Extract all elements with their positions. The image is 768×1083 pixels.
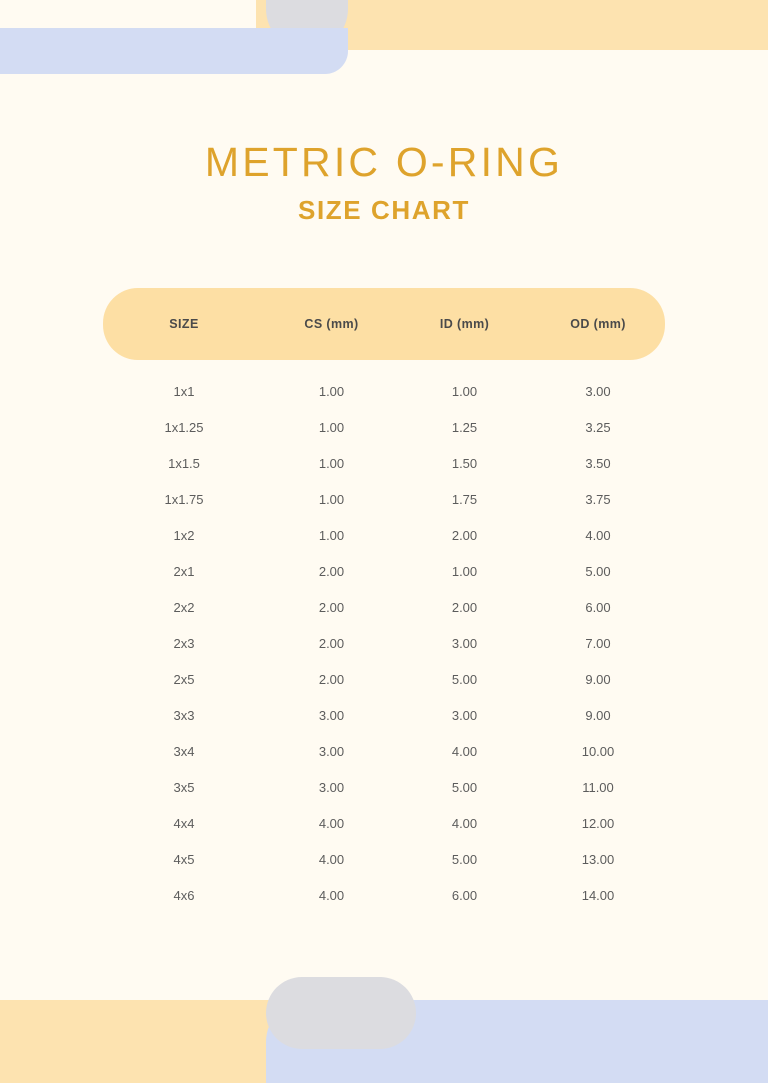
cell-id: 2.00 bbox=[451, 527, 478, 543]
cell-size: 2x1 bbox=[173, 563, 195, 579]
cell-cs: 4.00 bbox=[318, 887, 345, 903]
page-subtitle: SIZE CHART bbox=[298, 195, 470, 226]
table-row bbox=[103, 481, 665, 517]
cell-cs: 3.00 bbox=[318, 743, 345, 759]
table-row bbox=[103, 445, 665, 481]
cell-size: 1x1.25 bbox=[164, 419, 204, 435]
cell-size: 2x3 bbox=[173, 635, 195, 651]
cell-cs: 1.00 bbox=[318, 419, 345, 435]
cell-id: 4.00 bbox=[451, 815, 478, 831]
cell-id: 1.00 bbox=[451, 563, 478, 579]
cell-id: 5.00 bbox=[451, 779, 478, 795]
cell-cs: 2.00 bbox=[318, 563, 345, 579]
cell-od: 3.00 bbox=[585, 383, 611, 399]
table-row bbox=[103, 841, 665, 877]
cell-od: 3.75 bbox=[585, 491, 611, 507]
cell-cs: 1.00 bbox=[318, 455, 345, 471]
cell-od: 12.00 bbox=[581, 815, 615, 831]
cell-cs: 3.00 bbox=[318, 707, 345, 723]
cell-cs: 2.00 bbox=[318, 671, 345, 687]
cell-id: 6.00 bbox=[451, 887, 478, 903]
cell-cs: 3.00 bbox=[318, 779, 345, 795]
cell-od: 5.00 bbox=[585, 563, 611, 579]
table-row bbox=[103, 877, 665, 913]
cell-od: 10.00 bbox=[581, 743, 615, 759]
cell-cs: 4.00 bbox=[318, 815, 345, 831]
table-row bbox=[103, 769, 665, 805]
cell-od: 13.00 bbox=[581, 851, 615, 867]
cell-cs: 2.00 bbox=[318, 599, 345, 615]
table-row bbox=[103, 661, 665, 697]
cell-size: 2x2 bbox=[173, 599, 195, 615]
cell-od: 14.00 bbox=[581, 887, 615, 903]
cell-od: 6.00 bbox=[585, 599, 611, 615]
cell-id: 3.00 bbox=[451, 635, 478, 651]
table-row bbox=[103, 553, 665, 589]
cell-id: 1.25 bbox=[451, 419, 478, 435]
table-header bbox=[103, 288, 665, 360]
cell-size: 3x3 bbox=[173, 707, 195, 723]
cell-od: 3.25 bbox=[585, 419, 611, 435]
top-blue-band-decoration bbox=[0, 28, 348, 74]
cell-size: 3x4 bbox=[173, 743, 195, 759]
cell-od: 4.00 bbox=[585, 527, 611, 543]
cell-id: 1.75 bbox=[451, 491, 478, 507]
cell-od: 7.00 bbox=[585, 635, 611, 651]
size-chart-table-wrapper bbox=[103, 288, 665, 913]
column-header-od: OD (mm) bbox=[531, 288, 665, 360]
cell-id: 5.00 bbox=[451, 851, 478, 867]
cell-id: 4.00 bbox=[451, 743, 478, 759]
cell-od: 3.50 bbox=[585, 455, 611, 471]
table-row bbox=[103, 360, 665, 409]
cell-cs: 1.00 bbox=[318, 527, 345, 543]
column-header-id: ID (mm) bbox=[398, 288, 531, 360]
cell-id: 2.00 bbox=[451, 599, 478, 615]
table-body bbox=[103, 360, 665, 913]
table-row bbox=[103, 589, 665, 625]
cell-id: 5.00 bbox=[451, 671, 478, 687]
table-row bbox=[103, 409, 665, 445]
cell-od: 9.00 bbox=[585, 671, 611, 687]
table-row bbox=[103, 625, 665, 661]
cell-size: 4x6 bbox=[173, 887, 195, 903]
cell-id: 1.00 bbox=[451, 383, 478, 399]
cell-size: 4x5 bbox=[173, 851, 195, 867]
cell-cs: 2.00 bbox=[318, 635, 345, 651]
cell-od: 11.00 bbox=[582, 779, 614, 795]
page-title-block bbox=[0, 139, 768, 226]
bottom-gray-pill-decoration bbox=[266, 977, 416, 1049]
cell-size: 1x1 bbox=[173, 383, 195, 399]
page-title: METRIC O-RING bbox=[204, 139, 564, 185]
cell-od: 9.00 bbox=[585, 707, 611, 723]
cell-size: 3x5 bbox=[173, 779, 195, 795]
cell-cs: 1.00 bbox=[318, 383, 345, 399]
column-header-cs: CS (mm) bbox=[265, 288, 398, 360]
cell-cs: 4.00 bbox=[318, 851, 345, 867]
cell-size: 1x1.75 bbox=[164, 491, 204, 507]
cell-id: 1.50 bbox=[451, 455, 478, 471]
cell-size: 1x1.5 bbox=[168, 455, 200, 471]
table-row bbox=[103, 733, 665, 769]
cell-size: 1x2 bbox=[173, 527, 195, 543]
column-header-size: SIZE bbox=[103, 288, 265, 360]
table-row bbox=[103, 805, 665, 841]
table-header-row bbox=[103, 288, 665, 360]
size-chart-table bbox=[103, 288, 665, 913]
cell-cs: 1.00 bbox=[318, 491, 345, 507]
cell-size: 2x5 bbox=[173, 671, 195, 687]
cell-id: 3.00 bbox=[451, 707, 478, 723]
table-row bbox=[103, 697, 665, 733]
cell-size: 4x4 bbox=[173, 815, 195, 831]
table-row bbox=[103, 517, 665, 553]
